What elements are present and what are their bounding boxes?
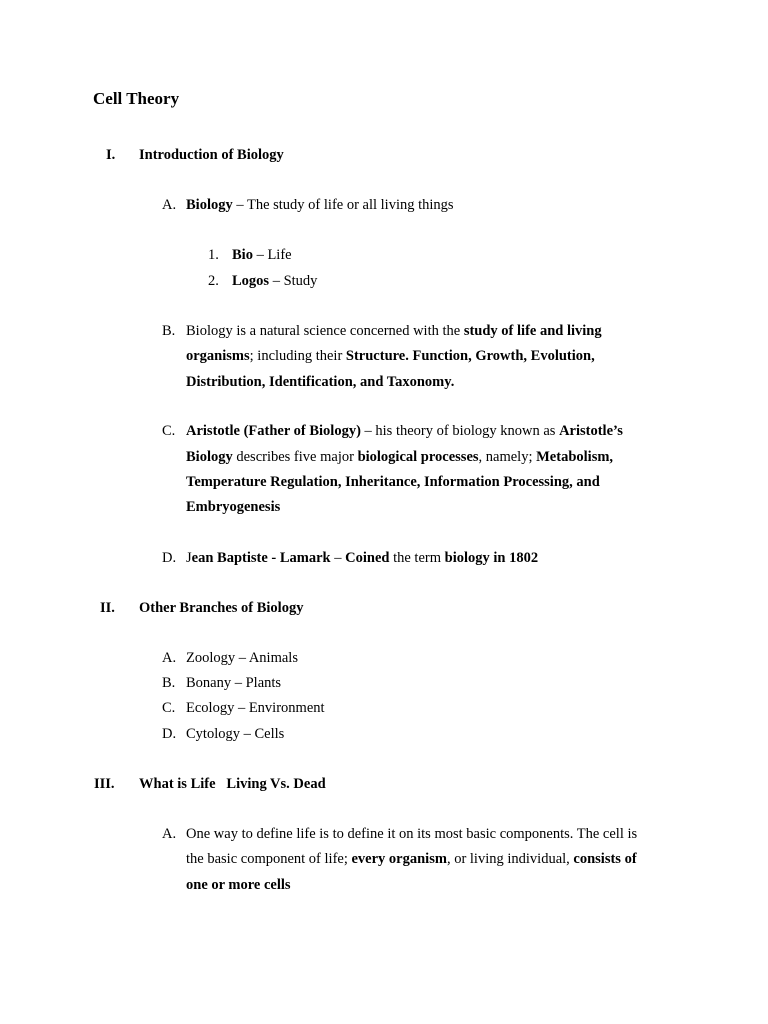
section-3-numeral: III. <box>94 776 115 792</box>
bold-text: biological processes <box>357 449 479 465</box>
item-letter: D. <box>162 726 177 742</box>
paragraph-line: One way to define life is to define it on its most basic components. The cell is <box>186 826 638 842</box>
list-item-text: Bonany – Plants <box>186 675 282 691</box>
paragraph-line: Embryogenesis <box>186 499 281 515</box>
item-letter: A. <box>162 826 177 842</box>
bold-text: ean Baptiste - Lamark <box>191 550 331 566</box>
section-2-numeral: II. <box>100 600 115 616</box>
bold-text: biology in 1802 <box>444 550 539 566</box>
definition: – The study of life or all living things <box>232 197 454 213</box>
sub-item-text <box>232 248 292 263</box>
item-letter: B. <box>162 323 176 339</box>
sub-item-number: 1. <box>208 247 219 263</box>
text: the term <box>389 550 445 566</box>
paragraph-line: Distribution, Identification, and Taxonomy. <box>186 374 455 390</box>
paragraph-line: one or more cells <box>186 877 291 893</box>
section-3-heading: What is Life Living Vs. Dead <box>139 776 326 792</box>
list-item-text <box>186 198 454 213</box>
paragraph-line <box>186 450 613 465</box>
section-2-heading: Other Branches of Biology <box>139 600 304 616</box>
bold-text: Coined <box>345 550 390 566</box>
paragraph-line <box>186 852 637 867</box>
paragraph-line <box>186 349 595 364</box>
definition: – Life <box>252 247 292 263</box>
sub-item-number: 2. <box>208 273 219 289</box>
sub-item-text <box>232 274 317 289</box>
item-letter: A. <box>162 650 177 666</box>
term: Bio <box>232 247 253 263</box>
item-letter: C. <box>162 700 176 716</box>
section-1-numeral: I. <box>106 147 116 163</box>
paragraph-line <box>186 551 538 566</box>
section-1-heading: Introduction of Biology <box>139 147 284 163</box>
bold-text: organisms <box>186 348 250 364</box>
bold-text: Metabolism, <box>536 449 614 465</box>
term: Logos <box>232 273 270 289</box>
bold-text: Biology <box>186 449 233 465</box>
bold-text: Aristotle’s <box>559 423 623 439</box>
text: J <box>186 550 192 566</box>
bold-text: consists of <box>573 851 637 867</box>
list-item-text: Cytology – Cells <box>186 726 285 742</box>
text: – <box>330 550 346 566</box>
text: the basic component of life; <box>186 851 352 867</box>
list-item-text: Ecology – Environment <box>186 700 325 716</box>
paragraph-line <box>186 324 602 339</box>
text: Biology is a natural science concerned with the <box>186 323 464 339</box>
document-title: Cell Theory <box>93 89 180 108</box>
text: , namely; <box>478 449 537 465</box>
item-letter: A. <box>162 197 177 213</box>
definition: – Study <box>269 273 318 289</box>
term: Biology <box>186 197 233 213</box>
bold-text: Structure. Function, Growth, Evolution, <box>345 348 595 364</box>
item-letter: C. <box>162 423 176 439</box>
list-item-text: Zoology – Animals <box>186 650 298 666</box>
text: describes five major <box>232 449 358 465</box>
text: – his theory of biology known as <box>360 423 560 439</box>
bold-text: every organism <box>351 851 447 867</box>
paragraph-line: Temperature Regulation, Inheritance, Information Processing, and <box>186 474 600 490</box>
item-letter: B. <box>162 675 176 691</box>
paragraph-line <box>186 424 623 439</box>
bold-text: study of life and living <box>463 323 602 339</box>
item-letter: D. <box>162 550 177 566</box>
text: ; including their <box>249 348 346 364</box>
bold-text: Aristotle (Father of Biology) <box>186 423 361 439</box>
text: , or living individual, <box>446 851 574 867</box>
